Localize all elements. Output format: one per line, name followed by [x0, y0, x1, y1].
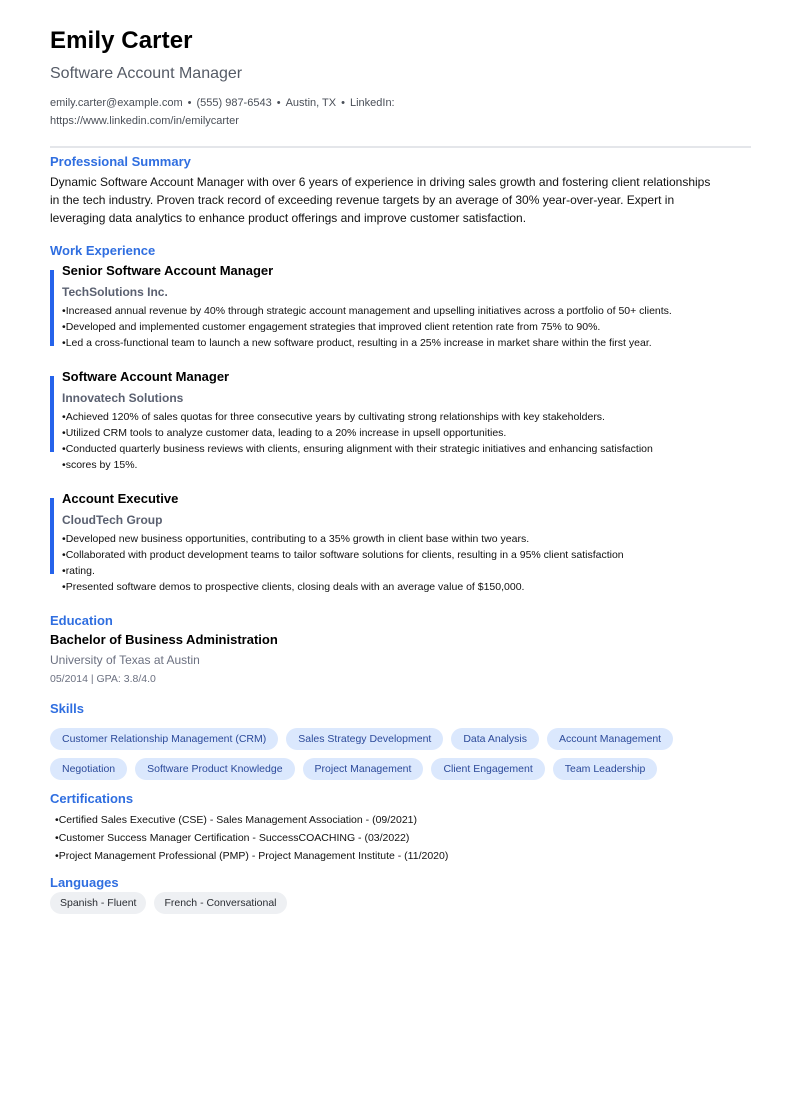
language-chip: Spanish - Fluent	[50, 892, 146, 914]
section-title-summary: Professional Summary	[50, 154, 191, 169]
skill-chip: Project Management	[303, 758, 424, 780]
job-bullet: • rating.	[62, 563, 624, 579]
candidate-name: Emily Carter	[50, 27, 193, 54]
job-bullets	[62, 409, 653, 473]
separator: •	[341, 97, 345, 109]
education-school: University of Texas at Austin	[50, 653, 200, 667]
summary-line: leveraging data analytics to enhance product offerings and improve customer satisfaction.	[50, 211, 527, 225]
section-title-certifications: Certifications	[50, 791, 134, 806]
location: Austin, TX	[285, 97, 337, 109]
skills-list	[50, 728, 690, 780]
job-title: Senior Software Account Manager	[62, 263, 274, 278]
job-company: TechSolutions Inc.	[62, 285, 168, 299]
summary-text	[50, 173, 730, 227]
phone-number: (555) 987-6543	[196, 97, 272, 109]
job-bullet: • Utilized CRM tools to analyze customer data, leading to a 20% increase in upsell opportunities.	[62, 425, 653, 441]
candidate-headline: Software Account Manager	[50, 65, 243, 82]
job-bullet: • Developed and implemented customer engagement strategies that improved client retention rate from 75% to 90%.	[62, 319, 672, 335]
skill-chip: Sales Strategy Development	[286, 728, 443, 750]
job-bullet: • Presented software demos to prospective clients, closing deals with an average value of $150,000.	[62, 579, 624, 595]
education-degree: Bachelor of Business Administration	[50, 632, 278, 647]
job-title: Account Executive	[62, 491, 179, 506]
separator: •	[276, 97, 281, 109]
section-title-education: Education	[50, 613, 113, 628]
job-bullets	[62, 531, 624, 595]
section-title-languages: Languages	[50, 875, 119, 890]
certifications-list	[55, 811, 448, 865]
email-link[interactable]: emily.carter@example.com	[50, 97, 183, 109]
languages-list	[50, 892, 751, 914]
separator: •	[187, 97, 192, 109]
education-meta: 05/2014 | GPA: 3.8/4.0	[50, 673, 156, 685]
summary-line: Dynamic Software Account Manager with over 6 years of experience in driving sales growth and fostering client relationships	[50, 175, 711, 189]
linkedin-label: LinkedIn:	[349, 97, 395, 109]
language-chip: French - Conversational	[154, 892, 286, 914]
job-accent-bar	[50, 498, 54, 574]
job-bullet: • Led a cross-functional team to launch a new software product, resulting in a 25% increase in market share within the first year.	[62, 335, 672, 351]
job-bullet: • Increased annual revenue by 40% through strategic account management and upselling initiatives across a portfolio of 50+ clients.	[62, 303, 672, 319]
job-bullet: • Conducted quarterly business reviews with clients, ensuring alignment with their strategic initiatives and enhancing satisfaction	[62, 441, 653, 457]
job-bullet: • Collaborated with product development teams to tailor software solutions for clients, resulting in a 95% client satisfaction	[62, 547, 624, 563]
job-accent-bar	[50, 376, 54, 452]
skill-chip: Account Management	[547, 728, 673, 750]
skill-chip: Negotiation	[50, 758, 127, 780]
job-title: Software Account Manager	[62, 369, 230, 384]
certification-item: • Certified Sales Executive (CSE) - Sales Management Association - (09/2021)	[55, 811, 448, 829]
job-company: Innovatech Solutions	[62, 391, 184, 405]
linkedin-link[interactable]: https://www.linkedin.com/in/emilycarter	[50, 115, 239, 127]
section-title-skills: Skills	[50, 701, 84, 716]
skill-chip: Client Engagement	[431, 758, 544, 780]
skill-chip: Software Product Knowledge	[135, 758, 294, 780]
job-company: CloudTech Group	[62, 513, 163, 527]
job-bullet: • Achieved 120% of sales quotas for three consecutive years by cultivating strong relationships with key stakeholders.	[62, 409, 653, 425]
certification-item: • Project Management Professional (PMP) - Project Management Institute - (11/2020)	[55, 847, 448, 865]
section-title-experience: Work Experience	[50, 243, 156, 258]
job-accent-bar	[50, 270, 54, 346]
job-bullet: • scores by 15%.	[62, 457, 653, 473]
header-divider	[50, 146, 751, 148]
certification-item: • Customer Success Manager Certification - SuccessCOACHING - (03/2022)	[55, 829, 448, 847]
job-bullet: • Developed new business opportunities, contributing to a 35% growth in client base within two years.	[62, 531, 624, 547]
summary-line: in the tech industry. Proven track record of exceeding revenue targets by an average of 30% year-over-year. Expert in	[50, 193, 675, 207]
skill-chip: Data Analysis	[451, 728, 539, 750]
skill-chip: Customer Relationship Management (CRM)	[50, 728, 278, 750]
skill-chip: Team Leadership	[553, 758, 658, 780]
contact-info	[50, 94, 410, 130]
job-bullets	[62, 303, 672, 351]
